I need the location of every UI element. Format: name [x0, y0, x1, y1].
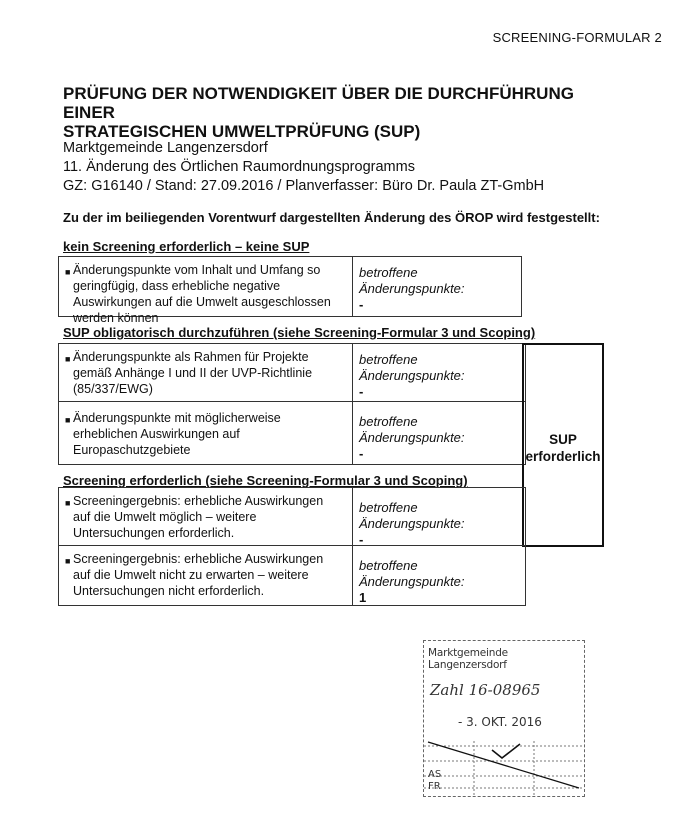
- stamp-grid-label: AS: [428, 769, 442, 780]
- document-title: [63, 84, 623, 141]
- table-row: [59, 402, 525, 464]
- bullet-icon: ■: [65, 498, 71, 508]
- row-description: ■ Änderungspunkte mit möglicherweise erheblichen Auswirkungen auf Europaschutzgebiete: [59, 402, 353, 464]
- row-affected-points: betroffene Änderungspunkte: -: [359, 352, 465, 399]
- section-heading-sup-mandatory: SUP obligatorisch durchzuführen (siehe Screening-Formular 3 und Scoping): [63, 325, 536, 340]
- row-affected-points: betroffene Änderungspunkte: 1: [359, 558, 465, 605]
- title-line-1: PRÜFUNG DER NOTWENDIGKEIT ÜBER DIE DURCHFÜHRUNG EINER: [63, 84, 574, 122]
- form-identifier: SCREENING-FORMULAR 2: [492, 30, 662, 45]
- row-description: ■ Änderungspunkte vom Inhalt und Umfang so geringfügig, dass erhebliche negative Auswirkungen auf die Umwelt ausgeschlossen werden können: [59, 257, 353, 316]
- stamp-grid-label: FR: [428, 781, 441, 792]
- reference-line: GZ: G16140 / Stand: 27.09.2016 / Planverfasser: Büro Dr. Paula ZT-GmbH: [63, 178, 545, 194]
- table-row: [59, 488, 525, 546]
- section-heading-screening-required: Screening erforderlich (siehe Screening-Formular 3 und Scoping): [63, 473, 468, 488]
- row-description: ■ Änderungspunkte als Rahmen für Projekte gemäß Anhänge I und II der UVP-Richtlinie (85/337/EWG): [59, 344, 353, 401]
- stamp-number: Zahl 16-08965: [430, 681, 541, 699]
- table-block-sup: [58, 343, 526, 465]
- section-heading-no-screening: kein Screening erforderlich – keine SUP: [63, 239, 310, 254]
- row-affected-points: betroffene Änderungspunkte: -: [359, 265, 465, 312]
- stamp-municipality: Marktgemeinde Langenzersdorf: [428, 647, 508, 671]
- row-description: ■ Screeningergebnis: erhebliche Auswirkungen auf die Umwelt möglich – weitere Untersuchungen erforderlich.: [59, 488, 353, 545]
- row-affected-points: betroffene Änderungspunkte: -: [359, 414, 465, 461]
- stamp-date: - 3. OKT. 2016: [458, 715, 542, 729]
- row-affected-points: betroffene Änderungspunkte: -: [359, 500, 465, 547]
- change-description: 11. Änderung des Örtlichen Raumordnungsprogramms: [63, 159, 415, 175]
- table-block-screening: [58, 487, 526, 606]
- row-description: ■ Screeningergebnis: erhebliche Auswirkungen auf die Umwelt nicht zu erwarten – weitere Untersuchungen nicht erforderlich.: [59, 546, 353, 605]
- received-stamp: [423, 640, 585, 797]
- bullet-icon: ■: [65, 415, 71, 425]
- municipality: Marktgemeinde Langenzersdorf: [63, 140, 268, 156]
- bullet-icon: ■: [65, 556, 71, 566]
- bullet-icon: ■: [65, 267, 71, 277]
- bullet-icon: ■: [65, 354, 71, 364]
- table-row: [59, 344, 525, 402]
- title-line-2: STRATEGISCHEN UMWELTPRÜFUNG (SUP): [63, 122, 421, 141]
- sup-required-box: [522, 343, 604, 547]
- table-row: [58, 256, 522, 325]
- document-meta: [63, 139, 544, 196]
- sup-required-text: SUP erforderlich: [525, 432, 601, 464]
- table-row: [59, 546, 525, 605]
- stamp-grid-icon: [424, 736, 584, 796]
- intro-statement: Zu der im beiliegenden Vorentwurf dargestellten Änderung des ÖROP wird festgestellt:: [63, 210, 600, 225]
